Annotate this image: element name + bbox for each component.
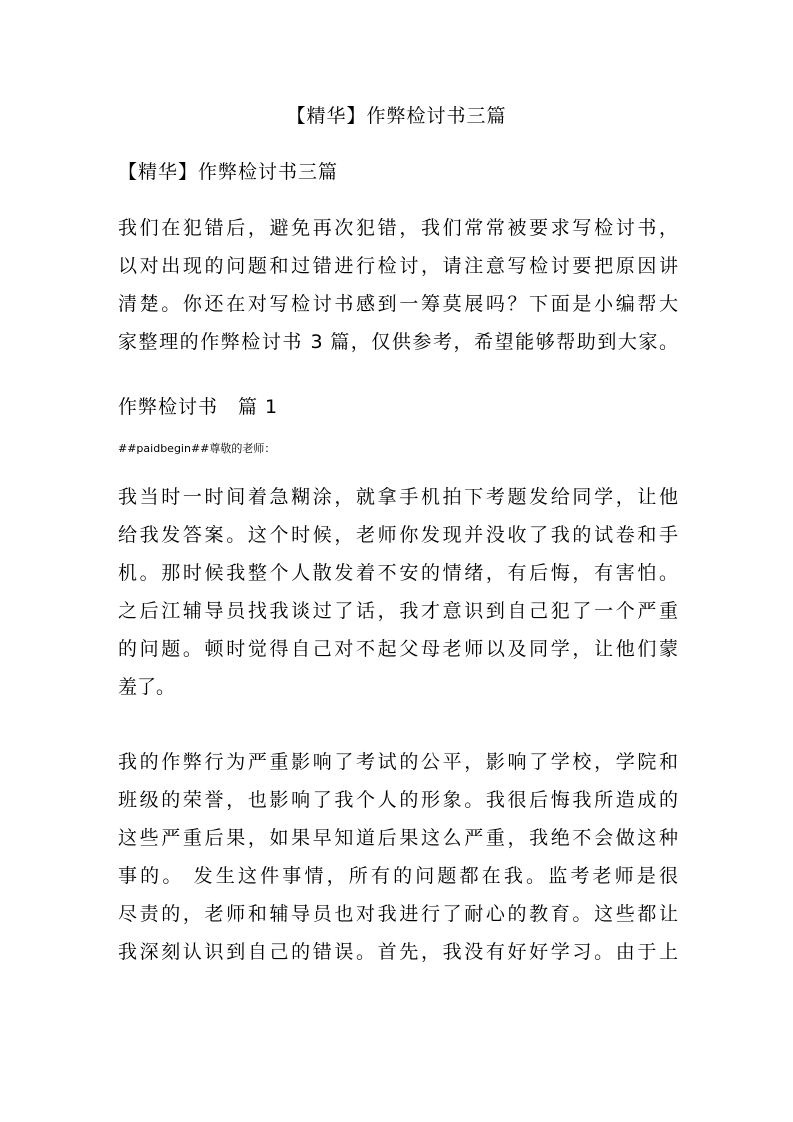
body-line: 班级的荣誉，也影响了我个人的形象。我很后悔我所造成的 xyxy=(118,789,678,811)
body-line: 机。那时候我整个人散发着不安的情绪，有后悔，有害怕。 xyxy=(118,562,678,584)
body-paragraph-2 xyxy=(118,743,678,971)
body-line: 我当时一时间着急糊涂，就拿手机拍下考题发给同学，让他 xyxy=(118,486,678,508)
intro-paragraph xyxy=(118,209,678,361)
body-line: 我深刻认识到自己的错误。首先，我没有好好学习。由于上 xyxy=(118,941,678,963)
body-line: 事的。 发生这件事情，所有的问题都在我。监考老师是很 xyxy=(118,865,678,887)
intro-line: 清楚。你还在对写检讨书感到一筹莫展吗？下面是小编帮大 xyxy=(118,293,678,315)
salutation: ##paidbegin##尊敬的老师： xyxy=(118,442,276,455)
body-paragraph-1 xyxy=(118,478,678,706)
body-line: 我的作弊行为严重影响了考试的公平，影响了学校，学院和 xyxy=(118,751,678,773)
document-title: 【精华】作弊检讨书三篇 xyxy=(286,105,507,127)
body-line: 这些严重后果，如果早知道后果这么严重，我绝不会做这种 xyxy=(118,827,678,849)
document-subtitle: 【精华】作弊检讨书三篇 xyxy=(118,161,339,183)
body-line: 给我发答案。这个时候，老师你发现并没收了我的试卷和手 xyxy=(118,524,678,546)
section-heading: 作弊检讨书 篇 1 xyxy=(118,396,279,418)
body-line: 的问题。顿时觉得自己对不起父母老师以及同学，让他们蒙 xyxy=(118,638,678,660)
intro-line: 我们在犯错后，避免再次犯错，我们常常被要求写检讨书， xyxy=(118,217,678,239)
body-line: 尽责的，老师和辅导员也对我进行了耐心的教育。这些都让 xyxy=(118,903,678,925)
body-line: 之后江辅导员找我谈过了话，我才意识到自己犯了一个严重 xyxy=(118,600,678,622)
body-line: 羞了。 xyxy=(118,676,176,698)
intro-line: 以对出现的问题和过错进行检讨，请注意写检讨要把原因讲 xyxy=(118,255,678,277)
intro-line: 家整理的作弊检讨书 3 篇，仅供参考，希望能够帮助到大家。 xyxy=(118,331,678,353)
